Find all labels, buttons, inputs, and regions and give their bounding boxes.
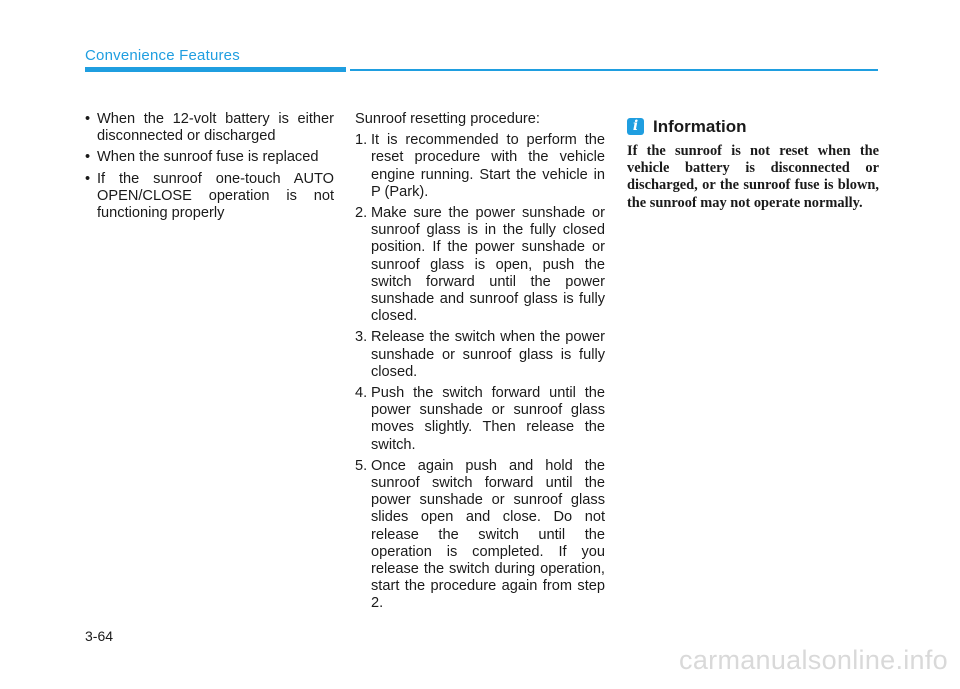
information-header <box>627 116 879 137</box>
information-body: If the sunroof is not reset when the vehicle battery is disconnected or discharged, or the sunroof fuse is blown, the sunroof may not operate normally. <box>627 143 879 211</box>
column-procedure <box>355 111 605 617</box>
information-title: Information <box>653 116 747 136</box>
column-conditions <box>85 111 334 226</box>
procedure-intro: Sunroof resetting procedure: <box>355 111 540 127</box>
header-rule-thin <box>350 69 878 71</box>
conditions-list <box>85 111 334 222</box>
header-rule-thick <box>85 67 346 72</box>
step-item: 1. It is recommended to perform the reset procedure with the vehicle engine running. Start the vehicle in P (Park). <box>355 132 605 200</box>
info-icon: i <box>627 118 644 135</box>
step-item: 4. Push the switch forward until the power sunshade or sunroof glass moves slightly. Then release the switch. <box>355 385 605 453</box>
step-item: 3. Release the switch when the power sunshade or sunroof glass is fully closed. <box>355 329 605 380</box>
step-item: 5. Once again push and hold the sunroof switch forward until the power sunshade or sunroof glass slides open and close. Do not release the switch until the operation is completed. If you release the switch during operation, start the procedure again from step 2. <box>355 457 605 612</box>
section-title: Convenience Features <box>85 47 240 64</box>
list-item: • When the sunroof fuse is replaced <box>85 149 319 166</box>
bullet-icon: • <box>85 149 91 166</box>
bullet-icon: • <box>85 111 91 127</box>
bullet-icon: • <box>85 170 91 187</box>
step-item: 2. Make sure the power sunshade or sunroof glass is in the fully closed position. If the power sunshade or sunroof glass is open, push the switch forward until the power sunshade and sunroof glass is fully closed. <box>355 205 605 325</box>
list-item: • When the 12-volt battery is either disconnected or discharged <box>85 111 334 145</box>
list-item: • If the sunroof one-touch AUTO OPEN/CLOSE operation is not functioning properly <box>85 170 334 222</box>
procedure-steps <box>355 132 605 612</box>
information-box <box>627 116 879 212</box>
watermark: carmanualsonline.info <box>679 645 948 675</box>
page-number: 3-64 <box>85 628 114 644</box>
